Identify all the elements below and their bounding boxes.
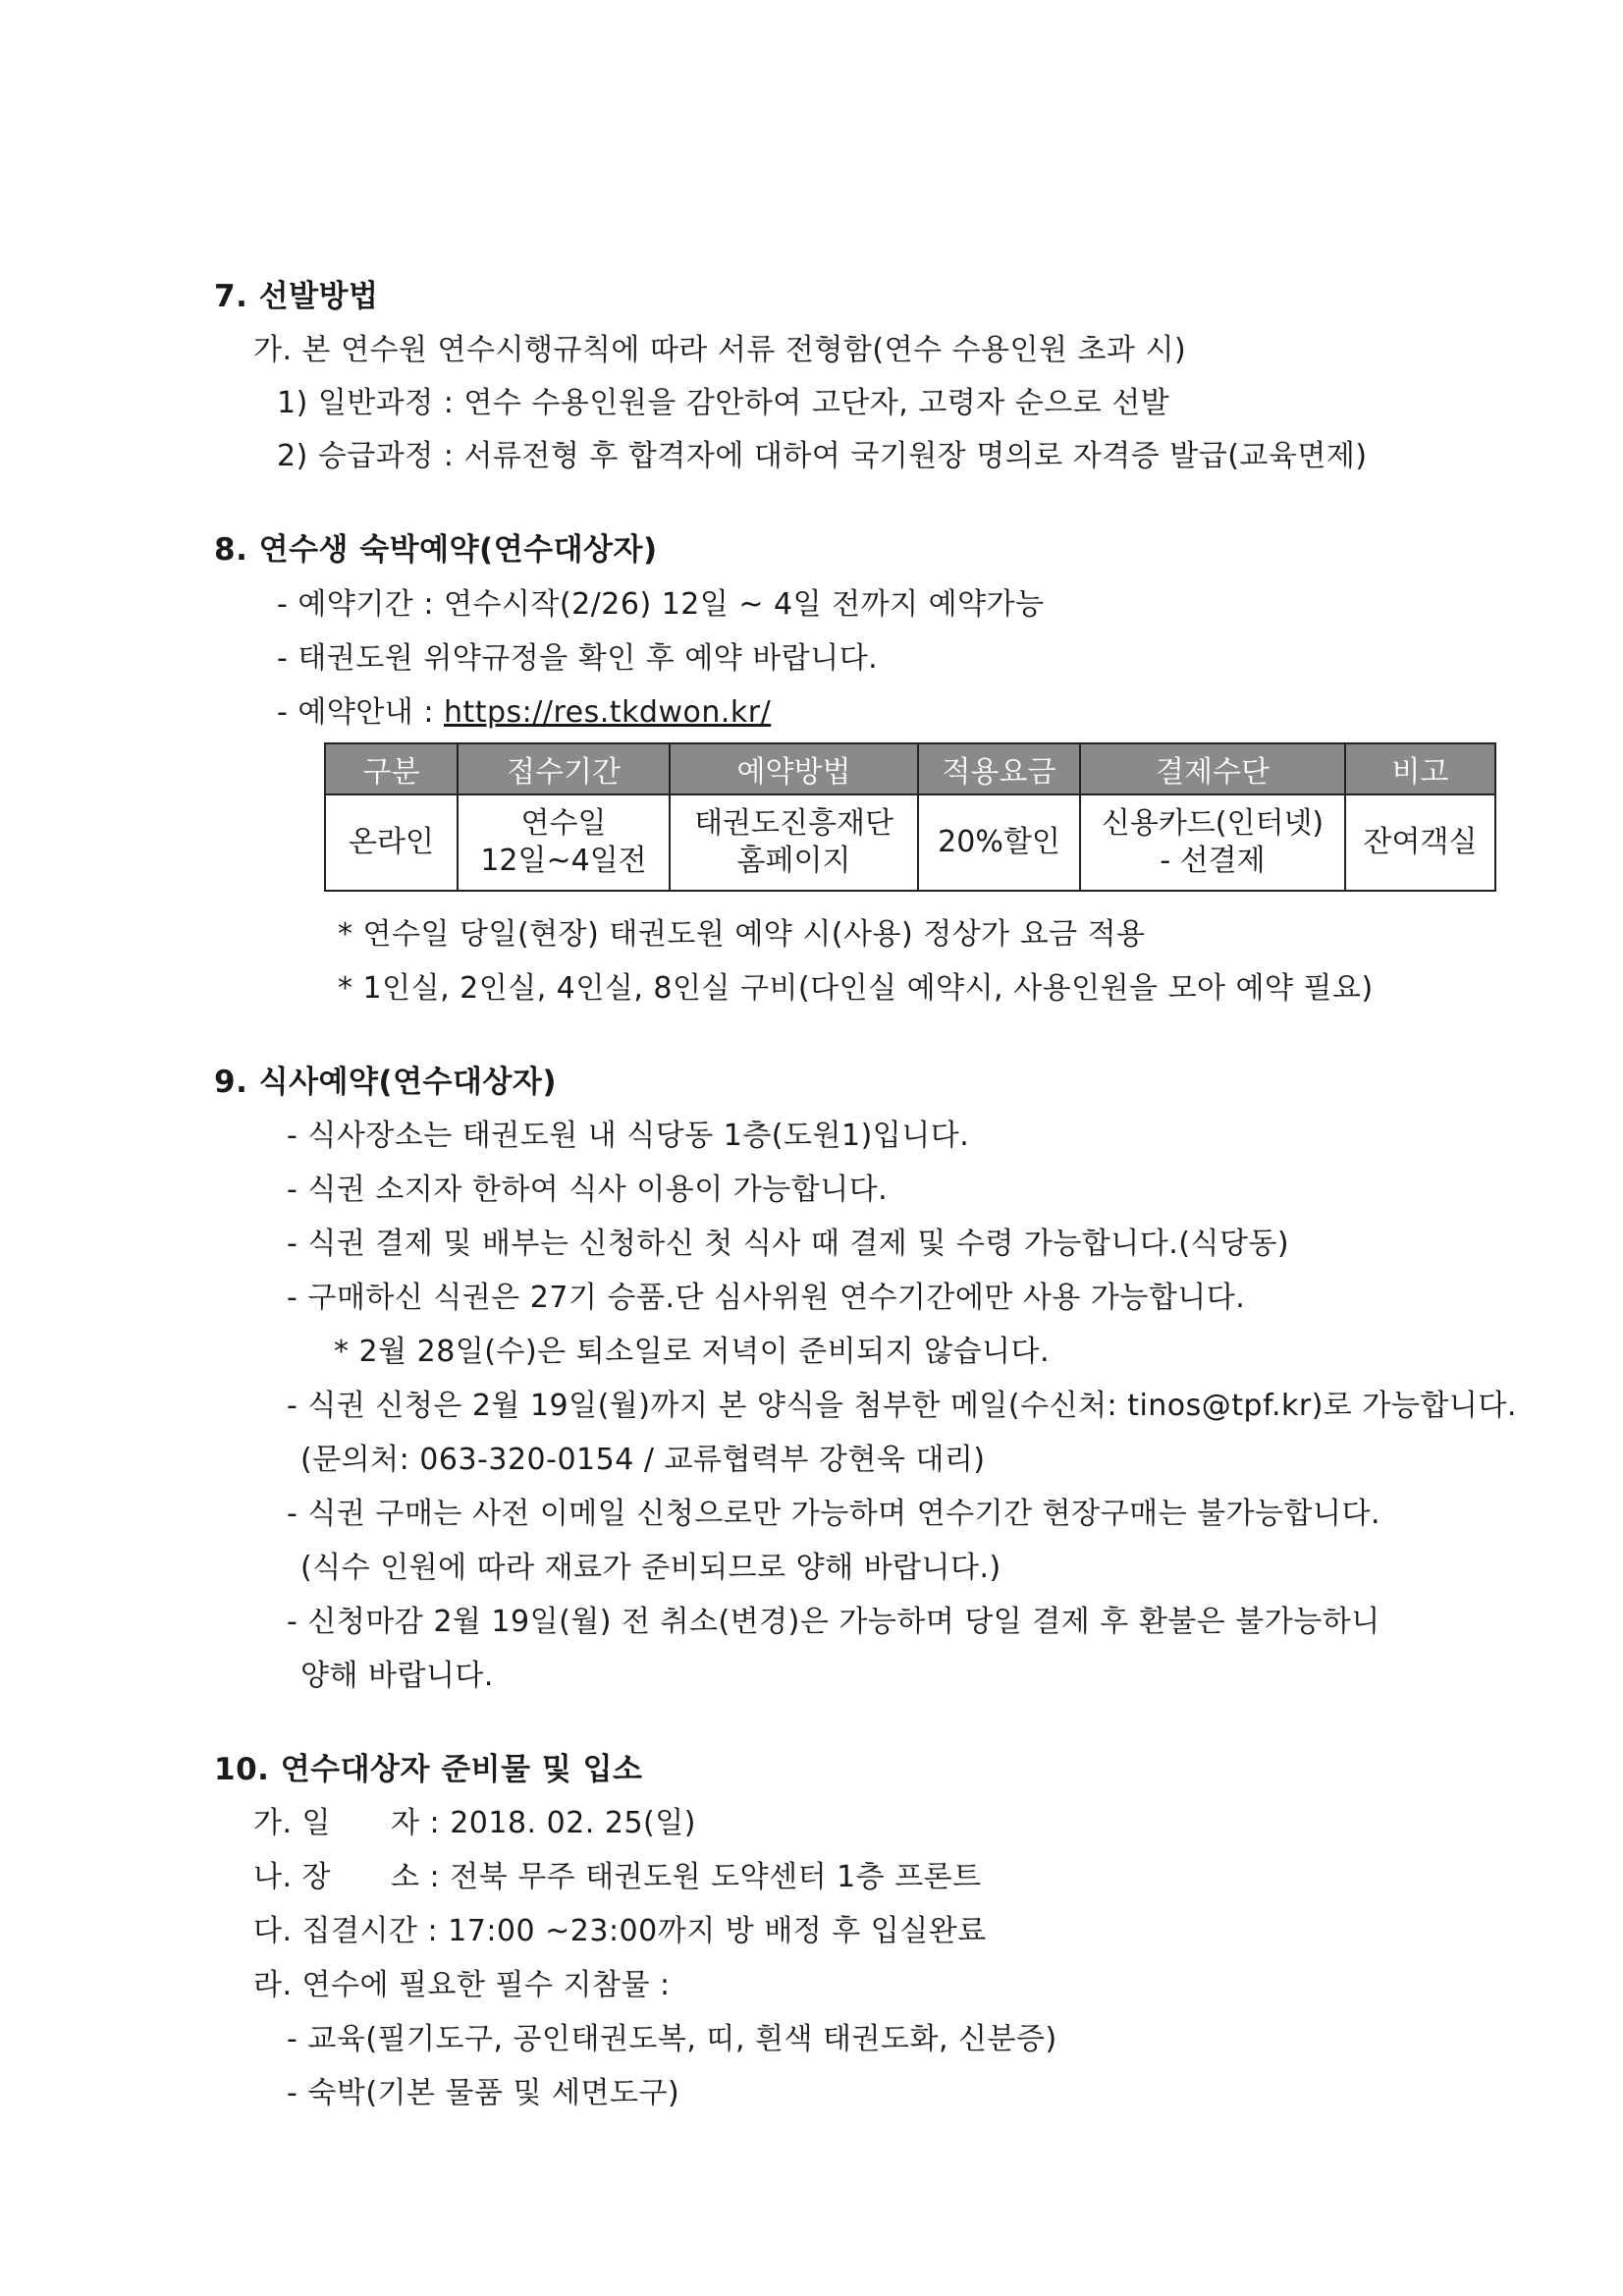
section-9-heading: 9. 식사예약(연수대상자) — [214, 1065, 557, 1100]
section-10-item-items: 라. 연수에 필요한 필수 지참물 : — [253, 1968, 671, 2002]
section-8-note-rooms: * 1인실, 2인실, 4인실, 8인실 구비(다인실 예약시, 사용인원을 모아 예약 필요) — [338, 971, 1374, 1006]
section-10-items-lodging: - 숙박(기본 물품 및 세면도구) — [287, 2076, 680, 2110]
section-9-line-10: - 신청마감 2월 19일(월) 전 취소(변경)은 가능하며 당일 결제 후 환불은 불가능하니 — [287, 1605, 1380, 1639]
section-9-line-5: * 2월 28일(수)은 퇴소일로 저녁이 준비되지 않습니다. — [334, 1335, 1051, 1369]
section-7-item-a2: 2) 승급과정 : 서류전형 후 합격자에 대하여 국기원장 명의로 자격증 발급(교육면제) — [277, 439, 1368, 473]
cell-period: 연수일 12일~4일전 — [458, 794, 670, 891]
section-9-line-6: - 식권 신청은 2월 19일(월)까지 본 양식을 첨부한 메일(수신처: tinos@tpf.kr)로 가능합니다. — [287, 1389, 1517, 1423]
reservation-link[interactable]: https://res.tkdwon.kr/ — [443, 695, 772, 730]
header-fee: 적용요금 — [918, 743, 1080, 794]
section-10-items-education: - 교육(필기도구, 공인태권도복, 띠, 흰색 태권도화, 신분증) — [287, 2022, 1057, 2056]
section-10-item-time: 다. 집결시간 : 17:00 ~23:00까지 방 배정 후 입실완료 — [253, 1914, 987, 1948]
section-10-item-place: 나. 장 소 : 전북 무주 태권도원 도약센터 1층 프론트 — [253, 1860, 982, 1894]
header-payment: 결제수단 — [1080, 743, 1345, 794]
cell-category: 온라인 — [325, 794, 458, 891]
section-9-line-2: - 식권 소지자 한하여 식사 이용이 가능합니다. — [287, 1173, 889, 1207]
section-9-line-8: - 식권 구매는 사전 이메일 신청으로만 가능하며 연수기간 현장구매는 불가능합니다. — [287, 1497, 1381, 1531]
header-note: 비고 — [1345, 743, 1495, 794]
cell-fee: 20%할인 — [918, 794, 1080, 891]
section-7-item-a1: 1) 일반과정 : 연수 수용인원을 감안하여 고단자, 고령자 순으로 선발 — [277, 386, 1170, 420]
reservation-table — [324, 742, 1496, 892]
table-row — [325, 794, 1495, 891]
section-9-line-9: (식수 인원에 따라 재료가 준비되므로 양해 바랍니다.) — [300, 1551, 1001, 1585]
header-method: 예약방법 — [670, 743, 918, 794]
section-9-line-7: (문의처: 063-320-0154 / 교류협력부 강현욱 대리) — [300, 1443, 986, 1477]
section-10-item-date: 가. 일 자 : 2018. 02. 25(일) — [253, 1806, 696, 1840]
table-header-row — [325, 743, 1495, 794]
section-7-item-a: 가. 본 연수원 연수시행규칙에 따라 서류 전형함(연수 수용인원 초과 시) — [253, 333, 1187, 367]
cell-payment: 신용카드(인터넷) - 선결제 — [1080, 794, 1345, 891]
section-9-line-1: - 식사장소는 태권도원 내 식당동 1층(도원1)입니다. — [287, 1119, 970, 1153]
section-8-bullet-guide — [277, 693, 771, 733]
header-category: 구분 — [325, 743, 458, 794]
section-8-heading: 8. 연수생 숙박예약(연수대상자) — [214, 532, 658, 568]
cell-note: 잔여객실 — [1345, 794, 1495, 891]
header-period: 접수기간 — [458, 743, 670, 794]
section-9-line-4: - 구매하신 식권은 27기 승품.단 심사위원 연수기간에만 사용 가능합니다. — [287, 1281, 1246, 1315]
section-7-heading: 7. 선발방법 — [214, 279, 379, 314]
section-8-note-onsite: * 연수일 당일(현장) 태권도원 예약 시(사용) 정상가 요금 적용 — [338, 917, 1146, 952]
section-9-line-11: 양해 바랍니다. — [300, 1659, 494, 1693]
section-9-line-3: - 식권 결제 및 배부는 신청하신 첫 식사 때 결제 및 수령 가능합니다.(식당동) — [287, 1227, 1290, 1261]
cell-method: 태권도진흥재단 홈페이지 — [670, 794, 918, 891]
section-8-bullet-period: - 예약기간 : 연수시작(2/26) 12일 ~ 4일 전까지 예약가능 — [277, 587, 1045, 622]
section-8-bullet-policy: - 태권도원 위약규정을 확인 후 예약 바랍니다. — [277, 641, 879, 676]
guide-label: - 예약안내 : — [277, 695, 444, 730]
section-10-heading: 10. 연수대상자 준비물 및 입소 — [214, 1752, 643, 1787]
